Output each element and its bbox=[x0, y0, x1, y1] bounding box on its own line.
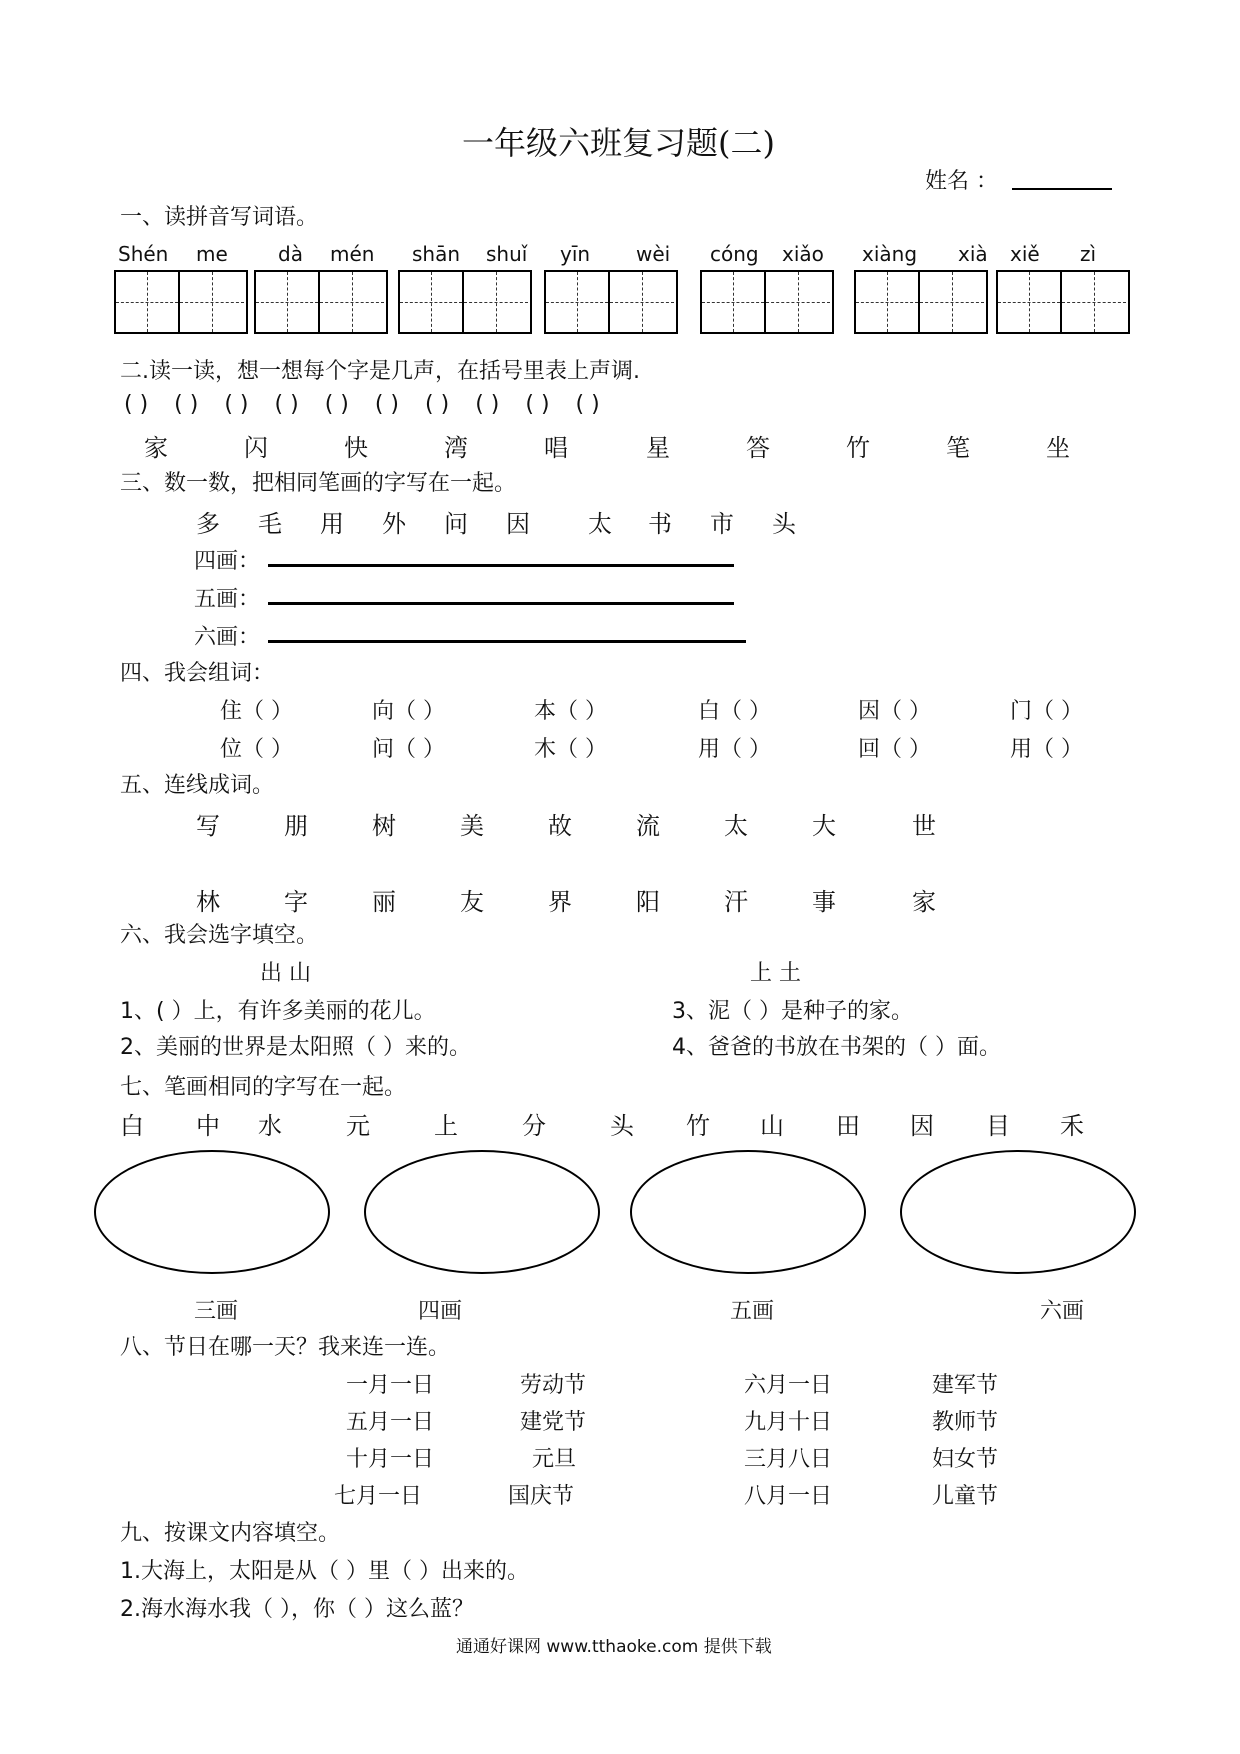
match-char-top[interactable]: 故 bbox=[548, 812, 572, 840]
stroke-char: 多 bbox=[196, 510, 220, 538]
stroke-label: 五画： bbox=[194, 587, 261, 612]
ellipse-label: 六画 bbox=[1040, 1299, 1085, 1324]
festival-item[interactable]: 国庆节 bbox=[508, 1484, 575, 1509]
answer-line[interactable] bbox=[268, 564, 734, 567]
stroke-char: 书 bbox=[648, 510, 672, 538]
stroke-char: 白 bbox=[120, 1112, 144, 1140]
tone-char: 星 bbox=[646, 434, 670, 462]
stroke-char: 太 bbox=[588, 510, 612, 538]
festival-item[interactable]: 劳动节 bbox=[520, 1373, 587, 1398]
festival-item[interactable]: 建党节 bbox=[520, 1410, 587, 1435]
writing-grid[interactable] bbox=[254, 270, 388, 334]
word-blank[interactable]: 用（ ） bbox=[698, 737, 771, 762]
word-blank[interactable]: 木（ ） bbox=[534, 737, 607, 762]
answer-ellipse[interactable] bbox=[94, 1150, 330, 1274]
section-6-heading: 六、我会选字填空。 bbox=[120, 923, 319, 948]
word-blank[interactable]: 位（ ） bbox=[220, 737, 293, 762]
name-label: 姓名 ： bbox=[925, 169, 998, 194]
answer-ellipse[interactable] bbox=[364, 1150, 600, 1274]
text-fill-question-2[interactable]: 2.海水海水我（ ），你（ ）这么蓝？ bbox=[120, 1597, 474, 1622]
word-blank[interactable]: 住（ ） bbox=[220, 699, 293, 724]
match-char-top[interactable]: 世 bbox=[912, 812, 936, 840]
pinyin: xià bbox=[958, 242, 988, 266]
writing-grid[interactable] bbox=[700, 270, 834, 334]
stroke-char: 分 bbox=[522, 1112, 546, 1140]
tone-paren[interactable]: ( ) bbox=[425, 392, 450, 417]
tone-char: 坐 bbox=[1046, 434, 1070, 462]
section-9-heading: 九、按课文内容填空。 bbox=[120, 1521, 341, 1546]
section-2-heading: 二.读一读，想一想每个字是几声，在括号里表上声调. bbox=[120, 359, 640, 384]
stroke-char: 头 bbox=[772, 510, 796, 538]
word-blank[interactable]: 用（ ） bbox=[1010, 737, 1083, 762]
stroke-char: 用 bbox=[320, 510, 344, 538]
stroke-char: 市 bbox=[710, 510, 734, 538]
match-char-top[interactable]: 美 bbox=[460, 812, 484, 840]
answer-ellipse[interactable] bbox=[630, 1150, 866, 1274]
match-char-bottom[interactable]: 汗 bbox=[724, 888, 748, 916]
festival-item[interactable]: 元旦 bbox=[532, 1447, 577, 1472]
match-char-bottom[interactable]: 林 bbox=[196, 888, 220, 916]
stroke-label: 六画： bbox=[194, 625, 261, 650]
writing-grid[interactable] bbox=[114, 270, 248, 334]
festival-item[interactable]: 妇女节 bbox=[932, 1447, 999, 1472]
writing-grid[interactable] bbox=[996, 270, 1130, 334]
writing-grid[interactable] bbox=[854, 270, 988, 334]
tone-paren[interactable]: ( ) bbox=[174, 392, 199, 417]
date-item[interactable]: 五月一日 bbox=[346, 1410, 435, 1435]
pinyin: xiě bbox=[1010, 242, 1040, 266]
date-item[interactable]: 十月一日 bbox=[346, 1447, 435, 1472]
pinyin: xiǎo bbox=[782, 242, 824, 266]
fill-question-2[interactable]: 2、美丽的世界是太阳照（ ）来的。 bbox=[120, 1035, 471, 1060]
match-char-bottom[interactable]: 界 bbox=[548, 888, 572, 916]
match-char-top[interactable]: 朋 bbox=[284, 812, 308, 840]
choice-chars-right: 上 土 bbox=[750, 961, 801, 986]
date-item[interactable]: 七月一日 bbox=[334, 1484, 423, 1509]
stroke-char: 竹 bbox=[686, 1112, 710, 1140]
tone-char: 快 bbox=[344, 434, 368, 462]
stroke-char: 上 bbox=[434, 1112, 458, 1140]
date-item[interactable]: 九月十日 bbox=[744, 1410, 833, 1435]
tone-char: 笔 bbox=[946, 434, 970, 462]
match-char-bottom[interactable]: 友 bbox=[460, 888, 484, 916]
tone-paren[interactable]: ( ) bbox=[324, 392, 349, 417]
answer-ellipse[interactable] bbox=[900, 1150, 1136, 1274]
writing-grid[interactable] bbox=[544, 270, 678, 334]
word-blank[interactable]: 因（ ） bbox=[858, 699, 931, 724]
match-char-top[interactable]: 树 bbox=[372, 812, 396, 840]
fill-question-4[interactable]: 4、爸爸的书放在书架的（ ）面。 bbox=[672, 1035, 1001, 1060]
stroke-char: 中 bbox=[196, 1112, 220, 1140]
stroke-char: 田 bbox=[836, 1112, 860, 1140]
match-char-bottom[interactable]: 家 bbox=[912, 888, 936, 916]
answer-line[interactable] bbox=[268, 602, 734, 605]
stroke-char: 问 bbox=[444, 510, 468, 538]
match-char-top[interactable]: 写 bbox=[196, 812, 220, 840]
tone-char: 竹 bbox=[846, 434, 870, 462]
date-item[interactable]: 三月八日 bbox=[744, 1447, 833, 1472]
stroke-char: 因 bbox=[506, 510, 530, 538]
date-item[interactable]: 八月一日 bbox=[744, 1484, 833, 1509]
word-blank[interactable]: 回（ ） bbox=[858, 737, 931, 762]
pinyin: yīn bbox=[560, 242, 591, 266]
stroke-char: 目 bbox=[986, 1112, 1010, 1140]
tone-char: 闪 bbox=[244, 434, 268, 462]
section-7-heading: 七、笔画相同的字写在一起。 bbox=[120, 1075, 407, 1100]
pinyin: wèi bbox=[636, 242, 671, 266]
festival-item[interactable]: 建军节 bbox=[932, 1373, 999, 1398]
stroke-char: 毛 bbox=[258, 510, 282, 538]
pinyin: xiàng bbox=[862, 242, 918, 266]
text-fill-question-1[interactable]: 1.大海上，太阳是从（ ）里（ ）出来的。 bbox=[120, 1559, 529, 1584]
tone-paren[interactable]: ( ) bbox=[374, 392, 400, 417]
page-title: 一年级六班复习题(二) bbox=[462, 124, 775, 162]
match-char-bottom[interactable]: 事 bbox=[812, 888, 836, 916]
date-item[interactable]: 一月一日 bbox=[346, 1373, 435, 1398]
fill-question-1[interactable]: 1、( ）上，有许多美丽的花儿。 bbox=[120, 999, 436, 1024]
festival-item[interactable]: 儿童节 bbox=[932, 1484, 999, 1509]
stroke-char: 头 bbox=[610, 1112, 634, 1140]
match-char-top[interactable]: 太 bbox=[724, 812, 748, 840]
match-char-bottom[interactable]: 字 bbox=[284, 888, 308, 916]
tone-paren[interactable]: ( ) bbox=[475, 392, 500, 417]
section-5-heading: 五、连线成词。 bbox=[120, 773, 275, 798]
section-3-heading: 三、数一数，把相同笔画的字写在一起。 bbox=[120, 471, 517, 496]
pinyin: Shén bbox=[118, 242, 169, 266]
word-blank[interactable]: 白（ ） bbox=[698, 699, 771, 724]
pinyin: mén bbox=[330, 242, 375, 266]
date-item[interactable]: 六月一日 bbox=[744, 1373, 833, 1398]
stroke-char: 禾 bbox=[1060, 1112, 1084, 1140]
section-4-heading: 四、我会组词： bbox=[120, 661, 275, 686]
match-char-top[interactable]: 大 bbox=[812, 812, 836, 840]
word-blank[interactable]: 门（ ） bbox=[1010, 699, 1083, 724]
ellipse-label: 四画 bbox=[418, 1299, 463, 1324]
stroke-char: 水 bbox=[258, 1112, 282, 1140]
word-blank[interactable]: 本（ ） bbox=[534, 699, 607, 724]
match-char-bottom[interactable]: 阳 bbox=[636, 888, 660, 916]
ellipse-label: 五画 bbox=[730, 1299, 775, 1324]
word-blank[interactable]: 问（ ） bbox=[372, 737, 445, 762]
pinyin: shuǐ bbox=[486, 242, 528, 266]
tone-paren[interactable]: ( ) bbox=[575, 392, 600, 417]
tone-char: 家 bbox=[144, 434, 168, 462]
tone-char: 湾 bbox=[444, 434, 468, 462]
pinyin: zì bbox=[1080, 242, 1097, 266]
choice-chars-left: 出 山 bbox=[260, 961, 311, 986]
footer-source: 通通好课网 www.tthaoke.com 提供下载 bbox=[456, 1637, 772, 1657]
writing-grid[interactable] bbox=[398, 270, 532, 334]
festival-item[interactable]: 教师节 bbox=[932, 1410, 999, 1435]
stroke-char: 山 bbox=[760, 1112, 784, 1140]
stroke-char: 外 bbox=[382, 510, 406, 538]
fill-question-3[interactable]: 3、泥（ ）是种子的家。 bbox=[672, 999, 913, 1024]
tone-paren[interactable]: ( ) bbox=[525, 392, 550, 417]
match-char-bottom[interactable]: 丽 bbox=[372, 888, 396, 916]
name-blank[interactable] bbox=[1012, 188, 1112, 190]
ellipse-label: 三画 bbox=[194, 1299, 239, 1324]
word-blank[interactable]: 向（ ） bbox=[372, 699, 445, 724]
stroke-label: 四画： bbox=[194, 549, 261, 574]
tone-paren[interactable]: ( ) bbox=[274, 392, 299, 417]
pinyin: dà bbox=[278, 242, 303, 266]
tone-paren[interactable]: ( ) bbox=[224, 392, 249, 417]
section-1-heading: 一、读拼音写词语。 bbox=[120, 205, 319, 230]
section-8-heading: 八、节日在哪一天？我来连一连。 bbox=[120, 1335, 451, 1360]
pinyin: cóng bbox=[710, 242, 759, 266]
answer-line[interactable] bbox=[268, 640, 746, 643]
tone-char: 唱 bbox=[544, 434, 568, 462]
stroke-char: 因 bbox=[910, 1112, 934, 1140]
tone-parentheses-row bbox=[124, 392, 600, 417]
match-char-top[interactable]: 流 bbox=[636, 812, 660, 840]
tone-paren[interactable]: ( ) bbox=[124, 392, 149, 417]
stroke-char: 元 bbox=[346, 1112, 370, 1140]
pinyin: me bbox=[196, 242, 228, 266]
tone-char: 答 bbox=[746, 434, 770, 462]
pinyin: shān bbox=[412, 242, 461, 266]
